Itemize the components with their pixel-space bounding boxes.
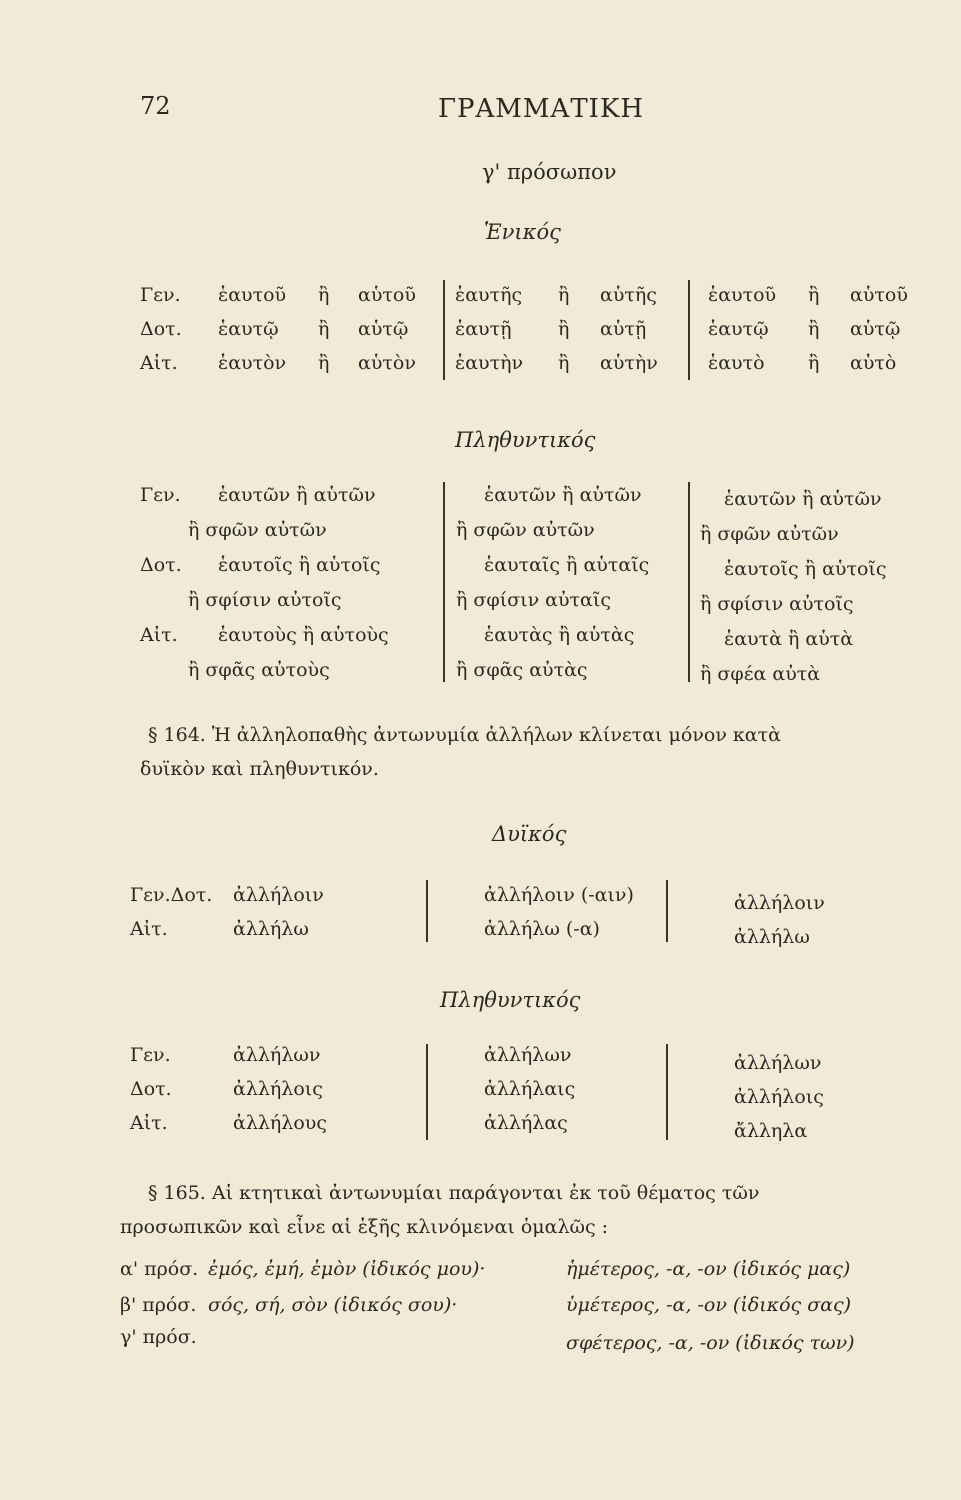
form-cell: ἢ xyxy=(558,352,570,374)
form-cell: ἀλλήλοιν xyxy=(233,884,324,906)
form-cell: ἢ xyxy=(558,318,570,340)
possessive-plural: ὑμέτερος, -α, -ον (ἰδικός σας) xyxy=(566,1294,852,1316)
form-cell: ἑαυτῶν ἢ αὑτῶν xyxy=(218,484,376,506)
column-divider xyxy=(666,1044,668,1140)
form-cell: ἑαυτῇ xyxy=(455,318,512,340)
form-cell: ἑαυτῷ xyxy=(708,318,769,340)
form-cell: ἑαυτὸ xyxy=(708,352,765,374)
form-cell: ἀλλήλοιν (-αιν) xyxy=(484,884,634,906)
form-cell: αὑτῇ xyxy=(600,318,647,340)
case-label: Δοτ. xyxy=(140,318,182,340)
possessive-singular: ἐμός, ἐμή, ἐμὸν (ἰδικός μου)· xyxy=(208,1258,486,1280)
person-label: β' πρόσ. xyxy=(120,1294,197,1316)
form-cell: ἢ σφῶν αὐτῶν xyxy=(188,519,327,541)
form-cell: ἢ σφίσιν αὐτοῖς xyxy=(700,593,854,615)
form-cell: ἀλλήλων xyxy=(734,1052,822,1074)
form-cell: ἀλλήλων xyxy=(233,1044,321,1066)
case-label: Αἰτ. xyxy=(140,624,178,646)
plural-label: Πληθυντικός xyxy=(455,428,596,452)
case-label: Γεν.Δοτ. xyxy=(130,884,213,906)
form-cell: αὑτοῦ xyxy=(358,284,416,306)
form-cell: ἀλλήλαις xyxy=(484,1078,576,1100)
page-title: ΓΡΑΜΜΑΤΙΚΗ xyxy=(438,94,645,124)
form-cell: ἢ xyxy=(558,284,570,306)
section-165-line-2: προσωπικῶν καὶ εἶνε αἱ ἑξῆς κλινόμεναι ὁμαλῶς : xyxy=(120,1216,609,1238)
form-cell: ἢ xyxy=(808,352,820,374)
column-divider xyxy=(666,880,668,942)
form-cell: ἢ xyxy=(318,318,330,340)
form-cell: ἀλλήλους xyxy=(233,1112,327,1134)
column-divider xyxy=(688,280,690,380)
form-cell: ἀλλήλω xyxy=(734,926,810,948)
form-cell: ἑαυτοὺς ἢ αὑτοὺς xyxy=(218,624,389,646)
dual-label: Δυϊκός xyxy=(492,822,567,846)
form-cell: ἢ σφίσιν αὐτοῖς xyxy=(188,589,342,611)
form-cell: αὑτῷ xyxy=(358,318,409,340)
form-cell: ἑαυτὸν xyxy=(218,352,287,374)
form-cell: ἄλληλα xyxy=(734,1120,808,1142)
form-cell: ἢ σφῶν αὐτῶν xyxy=(456,519,595,541)
form-cell: αὑτοῦ xyxy=(850,284,908,306)
case-label: Δοτ. xyxy=(130,1078,172,1100)
form-cell: ἑαυτοῖς ἢ αὑτοῖς xyxy=(724,558,887,580)
case-label: Γεν. xyxy=(130,1044,171,1066)
form-cell: ἀλλήλων xyxy=(484,1044,572,1066)
case-label: Αἰτ. xyxy=(130,918,168,940)
column-divider xyxy=(443,280,445,380)
case-label: Δοτ. xyxy=(140,554,182,576)
form-cell: αὑτὴν xyxy=(600,352,658,374)
section-164-line-2: δυϊκὸν καὶ πληθυντικόν. xyxy=(140,758,379,780)
form-cell: ἢ σφέα αὐτὰ xyxy=(700,663,821,685)
form-cell: ἑαυτὰ ἢ αὑτὰ xyxy=(724,628,854,650)
form-cell: ἀλλήλω (-α) xyxy=(484,918,600,940)
page-number: 72 xyxy=(140,92,171,120)
form-cell: αὑτὸν xyxy=(358,352,416,374)
form-cell: ἢ xyxy=(318,284,330,306)
form-cell: ἑαυτῶν ἢ αὑτῶν xyxy=(484,484,642,506)
form-cell: ἢ σφᾶς αὐτοὺς xyxy=(188,659,330,681)
case-label: Αἰτ. xyxy=(140,352,178,374)
form-cell: ἑαυτοῦ xyxy=(218,284,287,306)
form-cell: ἢ σφᾶς αὐτὰς xyxy=(456,659,588,681)
form-cell: ἑαυτὰς ἢ αὑτὰς xyxy=(484,624,635,646)
possessive-singular: σός, σή, σὸν (ἰδικός σου)· xyxy=(208,1294,458,1316)
form-cell: ἢ xyxy=(318,352,330,374)
case-label: Αἰτ. xyxy=(130,1112,168,1134)
case-label: Γεν. xyxy=(140,284,181,306)
section-164-line-1: § 164. Ἡ ἀλληλοπαθὴς ἀντωνυμία ἀλλήλων κλίνεται μόνον κατὰ xyxy=(148,724,781,746)
section-165-line-1: § 165. Αἱ κτητικαὶ ἀντωνυμίαι παράγονται ἐκ τοῦ θέματος τῶν xyxy=(148,1182,760,1204)
plural-label-2: Πληθυντικός xyxy=(440,988,581,1012)
column-divider xyxy=(426,880,428,942)
form-cell: ἀλλήλοιν xyxy=(734,892,825,914)
form-cell: ἢ xyxy=(808,318,820,340)
possessive-plural: σφέτερος, -α, -ον (ἰδικός των) xyxy=(566,1332,855,1354)
form-cell: ἑαυτῆς xyxy=(455,284,523,306)
form-cell: ἀλλήλας xyxy=(484,1112,568,1134)
form-cell: ἀλλήλοις xyxy=(233,1078,323,1100)
column-divider xyxy=(443,482,445,682)
form-cell: ἑαυταῖς ἢ αὑταῖς xyxy=(484,554,650,576)
form-cell: ἑαυτῶν ἢ αὑτῶν xyxy=(724,488,882,510)
case-label: Γεν. xyxy=(140,484,181,506)
form-cell: ἢ σφῶν αὐτῶν xyxy=(700,523,839,545)
form-cell: ἢ σφίσιν αὐταῖς xyxy=(456,589,611,611)
form-cell: ἢ xyxy=(808,284,820,306)
person-label: α' πρόσ. xyxy=(120,1258,199,1280)
form-cell: αὑτῆς xyxy=(600,284,657,306)
form-cell: ἑαυτοῖς ἢ αὑτοῖς xyxy=(218,554,381,576)
form-cell: ἑαυτῷ xyxy=(218,318,279,340)
person-heading: γ' πρόσωπον xyxy=(482,160,617,184)
singular-label: Ἑνικός xyxy=(484,220,561,244)
column-divider xyxy=(688,482,690,682)
column-divider xyxy=(426,1044,428,1140)
form-cell: ἑαυτοῦ xyxy=(708,284,777,306)
form-cell: αὑτὸ xyxy=(850,352,897,374)
person-label: γ' πρόσ. xyxy=(120,1326,197,1348)
form-cell: αὑτῷ xyxy=(850,318,901,340)
form-cell: ἀλλήλω xyxy=(233,918,309,940)
possessive-plural: ἡμέτερος, -α, -ον (ἰδικός μας) xyxy=(566,1258,851,1280)
form-cell: ἑαυτὴν xyxy=(455,352,524,374)
form-cell: ἀλλήλοις xyxy=(734,1086,824,1108)
